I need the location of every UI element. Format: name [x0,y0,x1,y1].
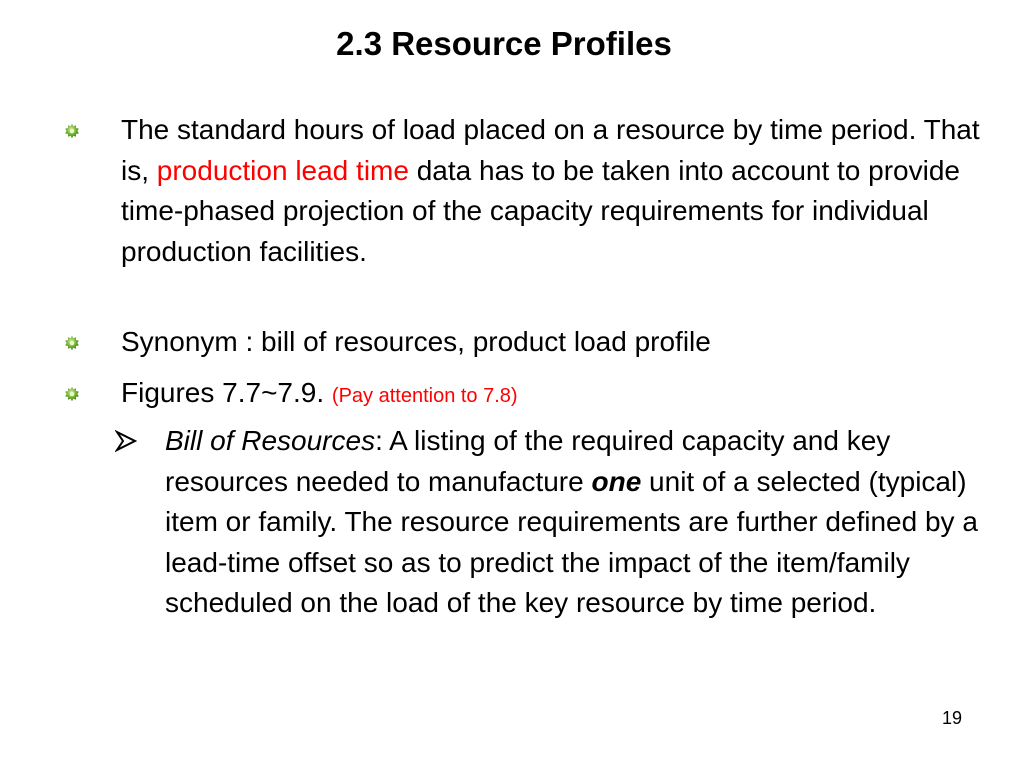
bullet-item-synonym [121,322,991,363]
bullet-text-2: Synonym : bill of resources, product load profile [121,326,711,357]
page-number: 19 [941,708,962,728]
attention-note: (Pay attention to 7.8) [331,385,518,407]
bullet-text-1a: The standard hours of load placed on a resource by time period. That is, [121,114,980,186]
term-bill-of-resources: Bill of Resources [165,425,376,456]
bullet-text-3: Figures 7.7~7.9. [121,377,332,408]
bullet-item-standard-hours [121,110,991,272]
green-gear-bullet-icon [64,386,80,402]
green-gear-bullet-icon [64,335,80,351]
bullet-text-1b: data has to be taken into account to provide time-phased projection of the capacity requirements for individual production facilities. [121,154,960,267]
sub-bullet-text-b: unit of a selected (typical) item or family. The resource requirements are further defined by a lead-time offset so as to predict the impact of the item/family scheduled on the load of the key resource by time period. [165,465,978,618]
bullet-item-figures [121,373,991,417]
sub-bullet-text-a: : A listing of the required capacity and key resources needed to manufacture [165,425,891,497]
emphasis-one: one [591,465,642,497]
arrow-bullet-icon [115,429,137,453]
slide-title: 2.3 Resource Profiles [336,25,672,62]
green-gear-bullet-icon [64,123,80,139]
highlight-production-lead-time: production lead time [156,154,409,186]
sub-bullet-bill-of-resources [165,421,985,624]
